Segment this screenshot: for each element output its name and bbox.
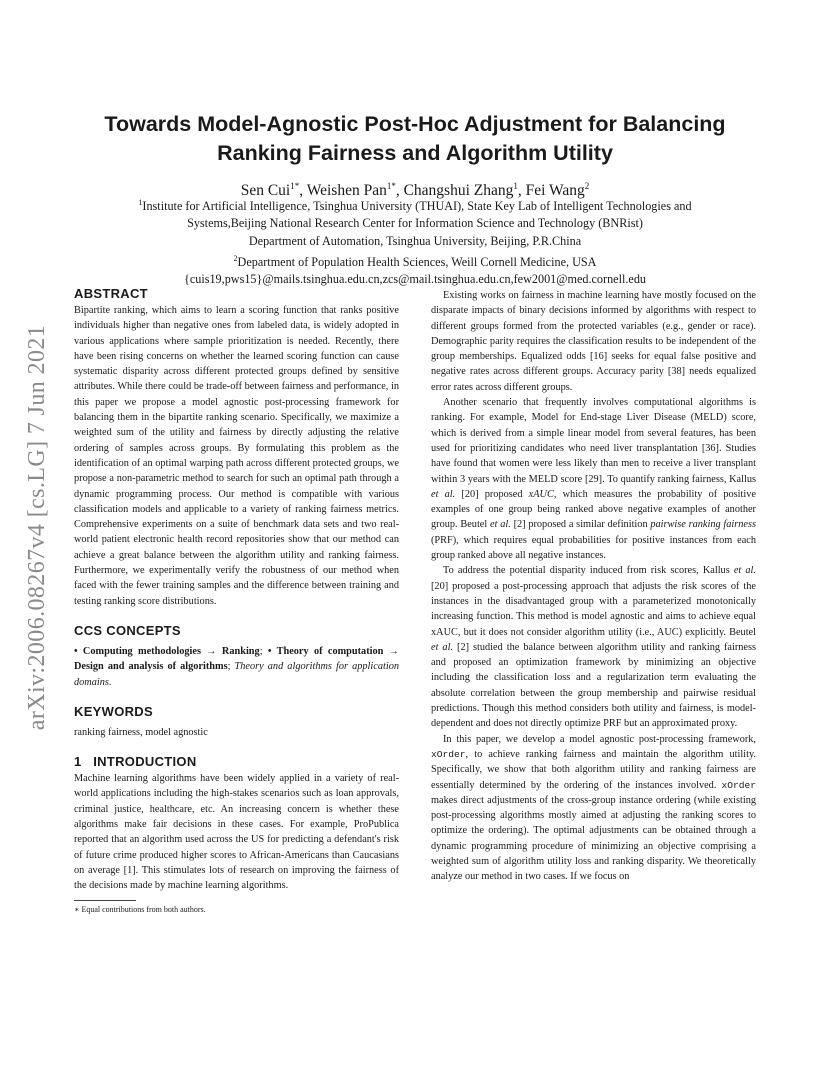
footnote: ∗ Equal contributions from both authors. xyxy=(74,904,206,914)
paragraph: Another scenario that frequently involves computational algorithms is ranking. For example, Model for End-stage Liver Disease (MELD) score, which is derived from a simple linear model from several features, has been used for prioritizing candidates who need liver transplantation [36]. Studies have found that women were less likely than men to receive a liver transplant within 3 years with the MELD score [29]. To quantify ranking fairness, Kallus et al. [20] proposed xAUC, which measures the probability of positive examples of one group being ranked above negative examples of another group. Beutel et al. [2] proposed a similar definition pairwise ranking fairness (PRF), which requires equal probabilities for positive instances from each group ranked above all negative instances. xyxy=(431,397,757,562)
title-line: Towards Model-Agnostic Post-Hoc Adjustment for Balancing xyxy=(104,112,726,136)
affiliation-line: Department of Automation, Tsinghua University, Beijing, P.R.China xyxy=(248,233,582,248)
abstract-text: Bipartite ranking, which aims to learn a scoring function that ranks positive individuals higher than negative ones from labeled data, is widely adopted in various applications where sample prioritization is needed. Recently, there have been rising concerns on whether the learned scoring function can cause systematic disparity across different protected groups defined by sensitive attributes. While there could be trade-off between fairness and performance, in this paper we propose a model agnostic post-processing framework for balancing them in the bipartite ranking scenario. Specifically, we maximize a weighted sum of the utility and fairness by directly adjusting the relative ordering of samples across groups. By formulating this problem as the identification of an optimal warping path across different protected groups, we propose a non-parametric method to search for such an optimal path through a dynamic programming process. Our method is compatible with various classification models and applicable to a variety of ranking fairness metrics. Comprehensive experiments on a suite of benchmark data sets and two real-world patient electronic health record repositories show that our method can achieve a great balance between the algorithm utility and ranking fairness. Furthermore, we experimentally verify the robustness of our method when faced with the fewer training samples and the difference between training and testing ranking score distributions. xyxy=(74,305,399,607)
author-sup: 1* xyxy=(290,181,300,191)
affiliation-line: $^2$Department of Population Health Sciences, Weill Cornell Medicine, USA xyxy=(233,253,597,270)
author-name: Changshui Zhang xyxy=(403,182,514,200)
author-sup: 2 xyxy=(584,181,590,191)
paper-title xyxy=(80,110,750,168)
author-name: Fei Wang xyxy=(525,182,585,200)
title-line: Ranking Fairness and Algorithm Utility xyxy=(217,141,613,165)
ccs-concepts-text: • Computing methodologies → Ranking; • Theory of computation → Design and analysis of algorithms; Theory and algorithms for application domains. xyxy=(74,645,399,688)
arxiv-stamp: arXiv:2006.08267v4 [cs.LG] 7 Jun 2021 xyxy=(24,324,51,730)
intro-heading: 1 INTRODUCTION xyxy=(74,754,197,770)
footnote-rule xyxy=(74,900,136,901)
author-sup: 1* xyxy=(386,181,396,191)
keywords-text: ranking fairness, model agnostic xyxy=(74,726,208,738)
left-column xyxy=(74,285,399,915)
author-name: Weishen Pan xyxy=(306,182,387,200)
paragraph: Existing works on fairness in machine learning have mostly focused on the disparate impacts of binary decisions informed by algorithms with respect to different groups formed from the protected variables (e.g., gender or race). Demographic parity requires the classification results to be independent of the group memberships. Equalized odds [16] seeks for equal false positive and negative rates across different groups. Accuracy parity [38] needs equalized error rates across different groups. xyxy=(431,290,756,393)
author-name: Sen Cui xyxy=(240,182,291,200)
paragraph: In this paper, we develop a model agnostic post-processing framework, xOrder, to achieve ranking fairness and maintain the algorithm utility. Specifically, we show that both algorithm utility and ranking fairness are essentially determined by the ordering of the instances involved. xOrder makes direct adjustments of the cross-group instance ordering (while existing post-processing algorithms mostly aimed at adjusting the ranking scores to optimize the ordering). The optimal adjustments can be obtained through a dynamic programming procedure of minimizing an objective comprising a weighted sum of algorithm utility loss and ranking disparity. We theoretically analyze our method in two cases. If we focus on xyxy=(431,733,756,883)
author-sup: 1 xyxy=(513,181,518,191)
affiliation-emails[interactable]: {cuis19,pws15}@mails.tsinghua.edu.cn,zcs@mail.tsinghua.edu.cn,few2001@med.cornell.edu xyxy=(183,272,647,287)
affiliations xyxy=(80,194,750,289)
keywords-heading: KEYWORDS xyxy=(74,703,153,719)
affiliation-line: $^1$Institute for Artificial Intelligence, Tsinghua University (THUAI), State Key Lab of Intelligent Technologies and xyxy=(138,198,692,214)
paragraph: To address the potential disparity induced from risk scores, Kallus et al. [20] proposed a post-processing approach that adjusts the risk scores of the instances in the disadvantaged group with a parameterized monotonically increasing function. This method is model agnostic and aims to achieve equal xAUC, but it does not consider algorithm utility (i.e., AUC) explicitly. Beutel et al. [2] studied the balance between algorithm utility and ranking fairness and proposed an optimization framework by minimizing an objective including the classification loss and a regularization term evaluating the absolute correlation between the group membership and pairwise residual predictions. Though this method considers both utility and fairness, is model-dependent and does not directly optimize PRF but an approximated proxy. xyxy=(431,565,757,730)
right-column xyxy=(431,288,756,885)
ccs-heading: CCS CONCEPTS xyxy=(74,622,181,638)
intro-paragraph: Machine learning algorithms have been widely applied in a variety of real-world applications including the high-stakes scenarios such as loan approvals, criminal justice, healthcare, etc. An increasing concern is whether these algorithms make fair decisions in these cases. For example, ProPublica reported that an algorithm used across the US for predicting a defendant's risk of future crime produced higher scores to African-Americans than Caucasians on average [1]. This stimulates lots of research on improving the fairness of the decisions made by machine learning algorithms. xyxy=(74,773,399,892)
abstract-heading: ABSTRACT xyxy=(74,286,148,301)
author-list: Sen Cui$^{1*}$, Weishen Pan$^{1*}$, Changshui Zhang$^1$, Fei Wang$^2$ xyxy=(240,181,590,200)
affiliation-line: Systems,Beijing National Research Center for Information Science and Technology (BNRist) xyxy=(187,216,643,231)
